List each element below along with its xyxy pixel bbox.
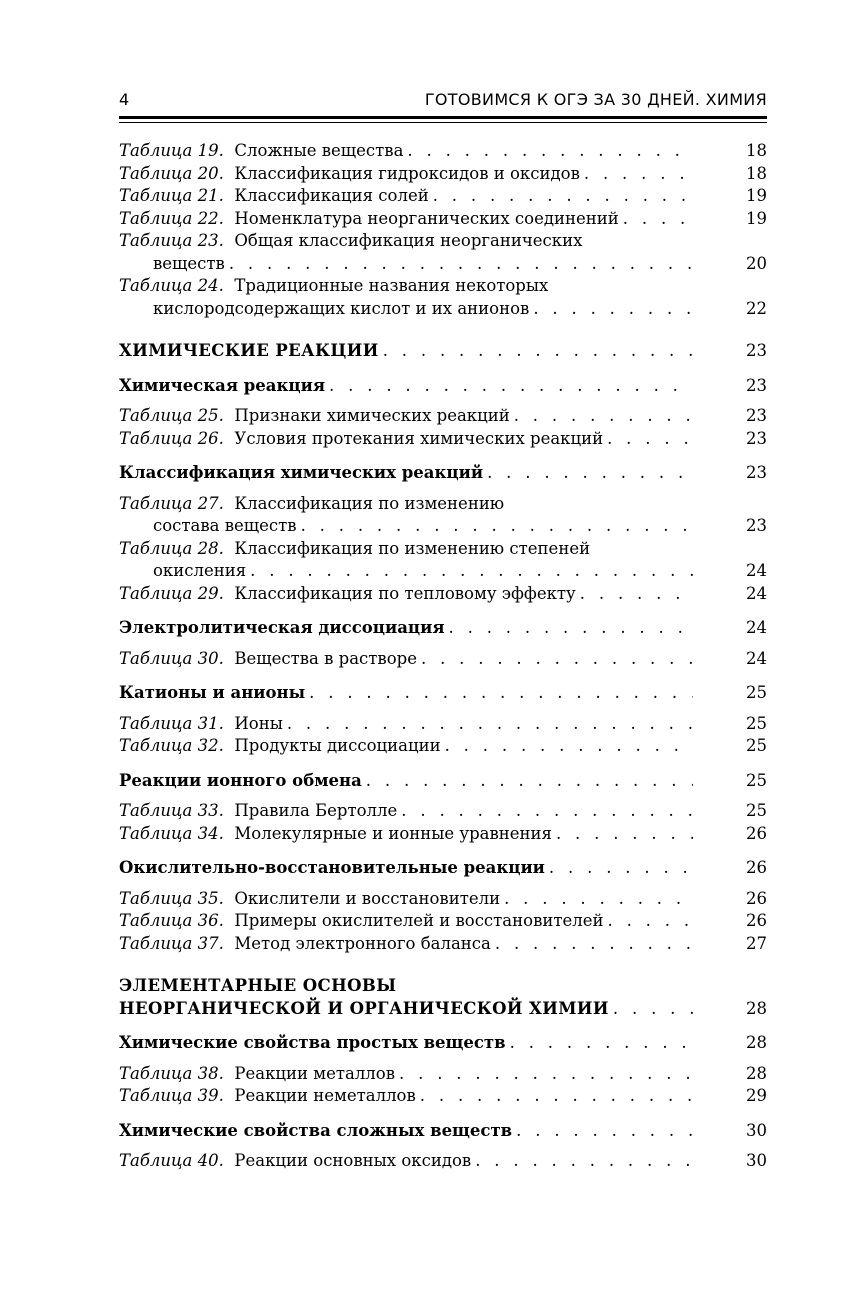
entry-title: Метод электронного баланса	[234, 933, 491, 953]
toc-entry	[119, 857, 767, 880]
table-number: Таблица 32.	[119, 736, 224, 755]
toc-entry-label	[119, 1150, 471, 1173]
table-number: Таблица 33.	[119, 801, 224, 820]
dot-leader	[556, 823, 693, 846]
dot-leader	[608, 910, 694, 933]
toc-entry-label	[119, 933, 491, 956]
dot-leader	[516, 1120, 693, 1143]
entry-title: Химические свойства сложных веществ	[119, 1120, 513, 1140]
entry-title: Общая классификация неорганических	[234, 231, 583, 250]
table-number: Таблица 20.	[119, 163, 224, 183]
entry-title: Химические свойства простых веществ	[119, 1033, 506, 1052]
page-ref: 23	[746, 463, 767, 482]
page-ref: 23	[746, 341, 767, 360]
page-ref: 18	[746, 163, 767, 183]
toc-entry	[119, 648, 767, 671]
toc-entry-label	[119, 140, 403, 163]
toc-entry-label	[119, 1063, 395, 1086]
toc-entry	[119, 1063, 767, 1086]
entry-title: Номенклатура неорганических соединений	[234, 208, 619, 228]
dot-leader	[329, 375, 693, 398]
section-title-line: ЭЛЕМЕНТАРНЫЕ ОСНОВЫ	[119, 976, 397, 995]
toc-entry-label	[119, 163, 580, 186]
dot-leader	[421, 648, 693, 671]
page-ref: 26	[746, 858, 767, 877]
toc-entry	[119, 800, 767, 823]
page-ref: 20	[746, 253, 767, 273]
toc-entry	[119, 770, 767, 793]
toc-entry	[119, 1032, 767, 1055]
toc-entry-label	[119, 770, 362, 793]
entry-title: Условия протекания химических реакций	[234, 428, 604, 448]
page-ref: 25	[746, 801, 767, 820]
dot-leader	[623, 208, 693, 231]
toc-entry	[119, 910, 767, 933]
dot-leader	[420, 1085, 693, 1108]
page-ref: 25	[746, 713, 767, 733]
toc-entry	[119, 583, 767, 606]
entry-title: НЕОРГАНИЧЕСКОЙ И ОРГАНИЧЕСКОЙ ХИМИИ	[119, 998, 609, 1018]
dot-leader	[399, 1063, 693, 1086]
toc-entry-label	[119, 1120, 512, 1143]
page-ref: 19	[746, 208, 767, 228]
header-rule-thin	[119, 122, 767, 123]
entry-title: Окислительно-восстановительные реакции	[119, 858, 545, 877]
entry-title: Классификация солей	[234, 186, 429, 205]
entry-title: Химическая реакция	[119, 375, 326, 395]
toc-entry	[119, 617, 767, 640]
toc-entry	[119, 275, 767, 320]
toc-entry-label	[119, 682, 305, 705]
page-ref: 19	[746, 186, 767, 205]
entry-title: Классификация по изменению степеней	[234, 538, 591, 558]
dot-leader	[514, 405, 693, 428]
page-ref: 30	[746, 1120, 767, 1140]
toc-entry	[119, 975, 767, 1020]
dot-leader	[475, 1150, 693, 1173]
page-ref: 28	[746, 1033, 767, 1052]
dot-leader	[366, 770, 693, 793]
table-number: Таблица 21.	[119, 186, 224, 205]
toc-entry-label	[119, 405, 510, 428]
page-ref: 18	[746, 141, 767, 160]
toc-entry-label	[119, 1085, 416, 1108]
table-number: Таблица 31.	[119, 713, 224, 733]
toc-entry	[119, 888, 767, 911]
dot-leader	[309, 682, 693, 705]
dot-leader	[495, 933, 693, 956]
entry-title: Признаки химических реакций	[234, 406, 510, 425]
toc-entry-label	[119, 857, 545, 880]
toc-entry-label	[119, 1032, 506, 1055]
toc-entry	[119, 428, 767, 451]
toc-entry-label	[119, 340, 379, 363]
dot-leader	[449, 617, 693, 640]
dot-leader	[504, 888, 693, 911]
toc-entry	[119, 1085, 767, 1108]
toc-entry-label	[119, 910, 604, 933]
table-number: Таблица 34.	[119, 823, 224, 843]
page-ref: 26	[746, 911, 767, 930]
toc-entry	[119, 185, 767, 208]
dot-leader	[401, 800, 693, 823]
toc-entry	[119, 163, 767, 186]
page-ref: 30	[746, 1151, 767, 1170]
page-ref: 26	[746, 888, 767, 908]
dot-leader	[407, 140, 693, 163]
table-number: Таблица 30.	[119, 648, 224, 668]
toc-entry-label	[119, 735, 441, 758]
dot-leader	[287, 713, 693, 736]
table-number: Таблица 39.	[119, 1086, 224, 1105]
dot-leader	[584, 163, 693, 186]
table-number: Таблица 29.	[119, 583, 224, 603]
entry-title: Реакции неметаллов	[234, 1086, 416, 1105]
page-ref: 28	[746, 1063, 767, 1083]
toc-entry-label	[119, 462, 483, 485]
entry-title: Классификация по изменению	[234, 493, 505, 513]
toc-entry-label	[153, 298, 529, 321]
toc-entry-label	[119, 583, 576, 606]
entry-title: Молекулярные и ионные уравнения	[234, 823, 552, 843]
toc-entry-label	[119, 800, 397, 823]
toc-entry-label	[153, 253, 225, 276]
entry-title: Ионы	[234, 713, 283, 733]
running-title: ГОТОВИМСЯ К ОГЭ ЗА 30 ДНЕЙ. ХИМИЯ	[424, 90, 767, 109]
page-ref: 26	[746, 823, 767, 843]
toc-entry	[119, 140, 767, 163]
entry-title: Классификация гидроксидов и оксидов	[234, 163, 580, 183]
dot-leader	[549, 857, 693, 880]
toc-entry-label	[119, 713, 283, 736]
page-ref: 23	[746, 516, 767, 535]
toc-entry-label	[119, 617, 445, 640]
header-rule-thick	[119, 116, 767, 119]
entry-title: Правила Бертолле	[234, 801, 398, 820]
page-ref: 25	[746, 770, 767, 790]
dot-leader	[487, 462, 693, 485]
table-number: Таблица 24.	[119, 276, 224, 295]
entry-title: окисления	[153, 561, 247, 580]
entry-title: Вещества в растворе	[234, 648, 417, 668]
entry-title: Катионы и анионы	[119, 683, 306, 702]
toc-entry-label	[119, 375, 325, 398]
dot-leader	[613, 998, 693, 1021]
page-ref: 24	[746, 561, 767, 580]
table-number: Таблица 25.	[119, 406, 224, 425]
entry-title: Реакции ионного обмена	[119, 770, 362, 790]
page-ref: 22	[746, 298, 767, 318]
entry-title: Реакции основных оксидов	[234, 1151, 472, 1170]
table-number: Таблица 40.	[119, 1151, 224, 1170]
table-number: Таблица 35.	[119, 888, 224, 908]
toc-entry	[119, 230, 767, 275]
toc-entry-label	[119, 428, 603, 451]
toc-entry	[119, 933, 767, 956]
dot-leader	[607, 428, 693, 451]
toc-entry	[119, 340, 767, 363]
entry-title: Традиционные названия некоторых	[234, 276, 549, 295]
toc-entry-label	[119, 208, 619, 231]
toc-entry	[119, 208, 767, 231]
toc-entry	[119, 1120, 767, 1143]
table-number: Таблица 19.	[119, 141, 224, 160]
entry-title: состава веществ	[153, 516, 297, 535]
toc-entry	[119, 462, 767, 485]
toc-entry	[119, 1150, 767, 1173]
dot-leader	[383, 340, 693, 363]
toc-entry	[119, 405, 767, 428]
entry-title: Примеры окислителей и восстановителей	[234, 911, 604, 930]
entry-title: Реакции металлов	[234, 1063, 396, 1083]
entry-title: Окислители и восстановители	[234, 888, 501, 908]
toc-entry	[119, 823, 767, 846]
dot-leader	[445, 735, 693, 758]
dot-leader	[250, 560, 693, 583]
table-number: Таблица 36.	[119, 911, 224, 930]
table-number: Таблица 27.	[119, 493, 224, 513]
page-ref: 23	[746, 428, 767, 448]
dot-leader	[580, 583, 693, 606]
page-ref: 25	[746, 736, 767, 755]
dot-leader	[433, 185, 693, 208]
toc-entry	[119, 538, 767, 583]
table-number: Таблица 28.	[119, 538, 224, 558]
toc-entry	[119, 493, 767, 538]
table-number: Таблица 38.	[119, 1063, 224, 1083]
dot-leader	[301, 515, 693, 538]
dot-leader	[533, 298, 693, 321]
toc-entry-label	[119, 823, 552, 846]
table-number: Таблица 22.	[119, 208, 224, 228]
page-ref: 28	[746, 998, 767, 1018]
toc-entry-label	[119, 998, 609, 1021]
table-of-contents	[119, 140, 767, 1173]
entry-title: ХИМИЧЕСКИЕ РЕАКЦИИ	[119, 341, 379, 360]
table-number: Таблица 37.	[119, 933, 224, 953]
page-ref: 29	[746, 1086, 767, 1105]
dot-leader	[510, 1032, 693, 1055]
entry-title: кислородсодержащих кислот и их анионов	[153, 298, 530, 318]
page-ref: 23	[746, 406, 767, 425]
page-ref: 24	[746, 648, 767, 668]
entry-title: Электролитическая диссоциация	[119, 618, 445, 637]
toc-entry	[119, 375, 767, 398]
toc-entry	[119, 713, 767, 736]
page-number: 4	[119, 90, 130, 109]
page-ref: 27	[746, 933, 767, 953]
entry-title: Классификация по тепловому эффекту	[234, 583, 576, 603]
running-header	[119, 88, 767, 114]
entry-title: веществ	[153, 253, 225, 273]
table-number: Таблица 23.	[119, 231, 224, 250]
toc-entry-label	[119, 888, 500, 911]
dot-leader	[229, 253, 693, 276]
page-ref: 24	[746, 618, 767, 637]
toc-entry	[119, 682, 767, 705]
table-number: Таблица 26.	[119, 428, 224, 448]
toc-entry	[119, 735, 767, 758]
page-ref: 25	[746, 683, 767, 702]
toc-entry-label	[119, 648, 417, 671]
page-ref: 24	[746, 583, 767, 603]
toc-entry-label	[153, 560, 246, 583]
page-ref: 23	[746, 375, 767, 395]
toc-entry-label	[119, 185, 429, 208]
toc-entry-label	[153, 515, 297, 538]
entry-title: Продукты диссоциации	[234, 736, 441, 755]
entry-title: Сложные вещества	[234, 141, 404, 160]
entry-title: Классификация химических реакций	[119, 463, 484, 482]
